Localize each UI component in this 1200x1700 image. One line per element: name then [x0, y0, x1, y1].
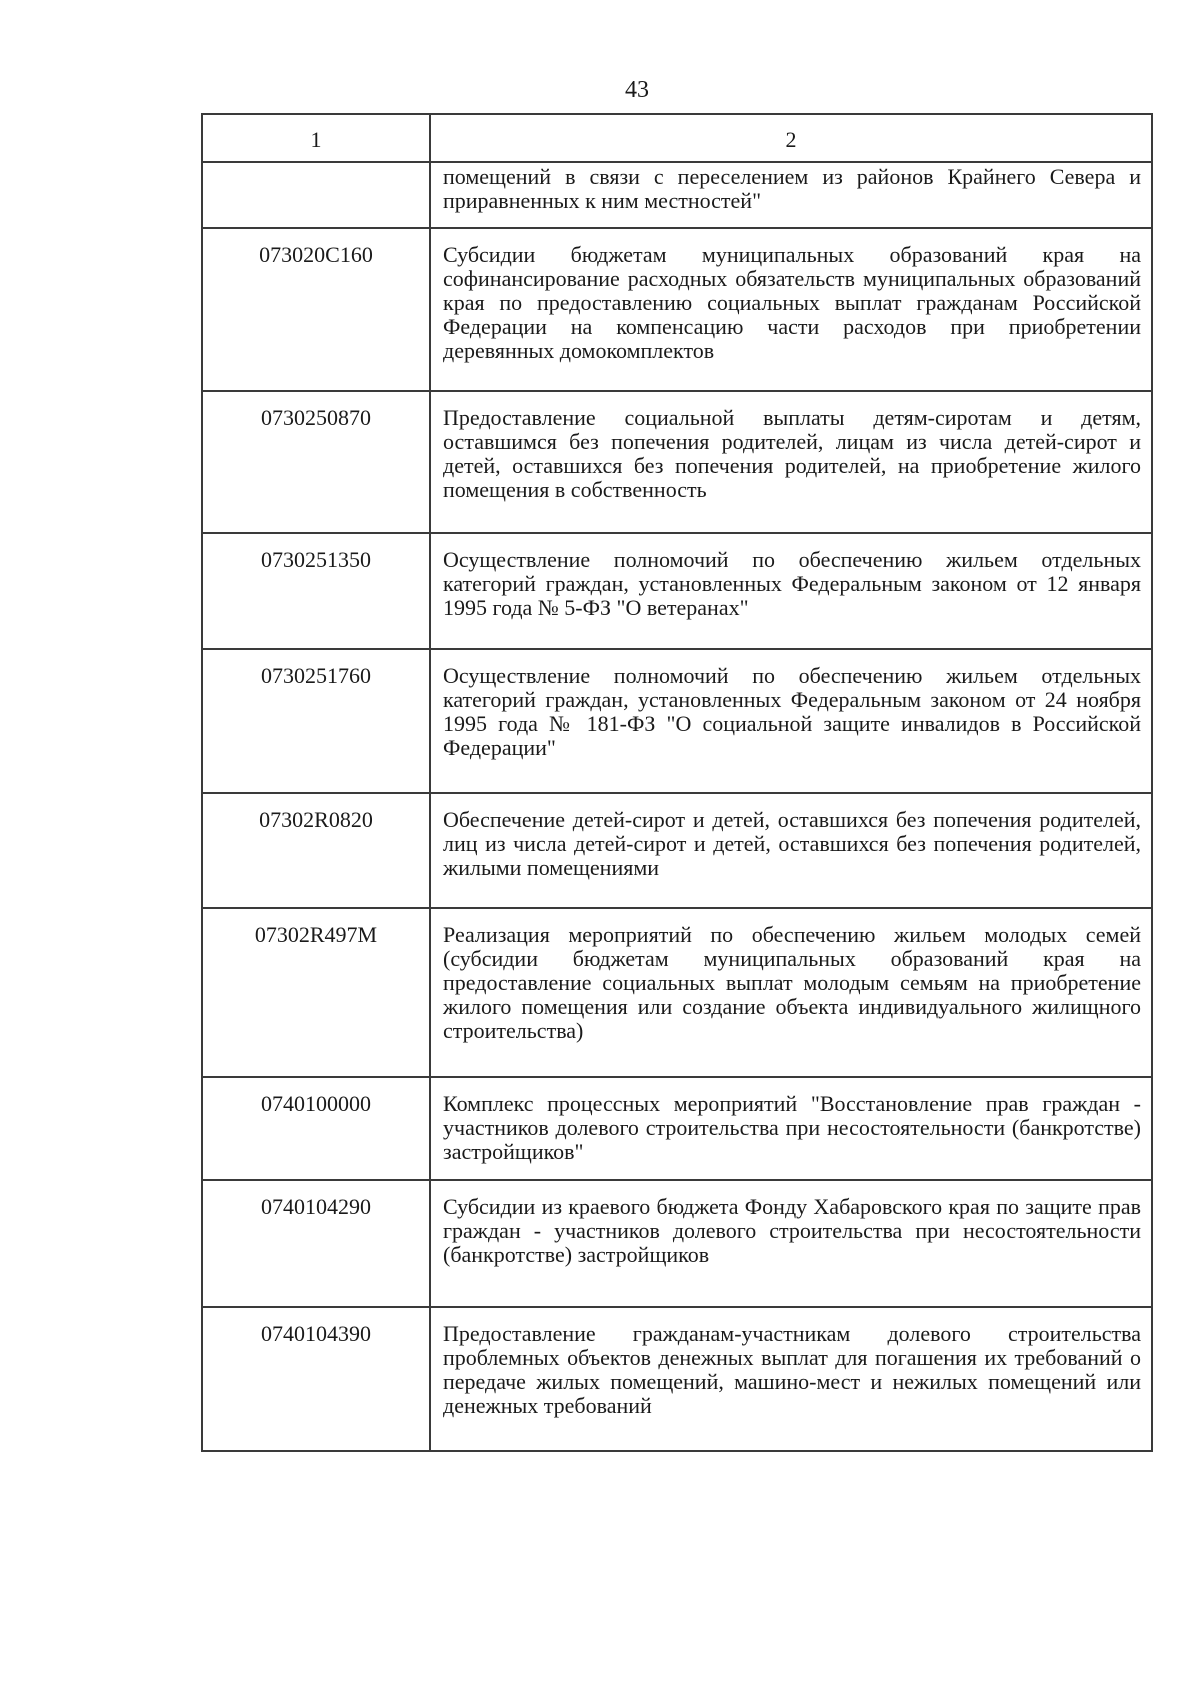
- row-description: Субсидии из краевого бюджета Фонду Хабаровского края по защите прав граждан - участников долевого строительства при несостоятельности (банкротстве) застройщиков: [430, 1180, 1152, 1307]
- table-row: [202, 391, 1152, 533]
- table-row: [202, 1307, 1152, 1451]
- row-code: 0730251350: [202, 533, 430, 649]
- row-code: 0730250870: [202, 391, 430, 533]
- table-row: [202, 908, 1152, 1077]
- row-description: Субсидии бюджетам муниципальных образований края на софинансирование расходных обязательств муниципальных образований края по предоставлению социальных выплат гражданам Российской Федерации на компенсацию части расходов при приобретении деревянных домокомплектов: [430, 228, 1152, 391]
- row-description: Реализация мероприятий по обеспечению жильем молодых семей (субсидии бюджетам муниципальных образований края на предоставление социальных выплат молодым семьям на приобретение жилого помещения или создание объекта индивидуального жилищного строительства): [430, 908, 1152, 1077]
- row-code: 07302R497M: [202, 908, 430, 1077]
- table-row: [202, 793, 1152, 908]
- row-description: Предоставление социальной выплаты детям-сиротам и детям, оставшимся без попечения родителей, лицам из числа детей-сирот и детей, оставшихся без попечения родителей, на приобретение жилого помещения в собственность: [430, 391, 1152, 533]
- row-code: 0740104290: [202, 1180, 430, 1307]
- table-row: [202, 649, 1152, 793]
- page-number: 43: [625, 77, 649, 103]
- table-row: [202, 1077, 1152, 1180]
- table-row: [202, 1180, 1152, 1307]
- row-description: Обеспечение детей-сирот и детей, оставшихся без попечения родителей, лиц из числа детей-сирот и детей, оставшихся без попечения родителей, жилыми помещениями: [430, 793, 1152, 908]
- table-row: [202, 162, 1152, 228]
- row-code: 0730251760: [202, 649, 430, 793]
- row-description: Осуществление полномочий по обеспечению жильем отдельных категорий граждан, установленных Федеральным законом от 12 января 1995 года № 5-ФЗ "О ветеранах": [430, 533, 1152, 649]
- budget-classification-table: [201, 113, 1153, 1452]
- row-code: 0740104390: [202, 1307, 430, 1451]
- table-row: [202, 533, 1152, 649]
- row-code: 0740100000: [202, 1077, 430, 1180]
- row-description: помещений в связи с переселением из районов Крайнего Севера и приравненных к ним местностей": [430, 162, 1152, 228]
- table-row: [202, 228, 1152, 391]
- row-description: Комплекс процессных мероприятий "Восстановление прав граждан - участников долевого строительства при несостоятельности (банкротстве) застройщиков": [430, 1077, 1152, 1180]
- row-code: 073020С160: [202, 228, 430, 391]
- column-header-2: 2: [430, 114, 1152, 162]
- row-code: 07302R0820: [202, 793, 430, 908]
- row-code: [202, 162, 430, 228]
- column-header-1: 1: [202, 114, 430, 162]
- row-description: Осуществление полномочий по обеспечению жильем отдельных категорий граждан, установленных Федеральным законом от 24 ноября 1995 года № 181-ФЗ "О социальной защите инвалидов в Российской Федерации": [430, 649, 1152, 793]
- table-header-row: [202, 114, 1152, 162]
- row-description: Предоставление гражданам-участникам долевого строительства проблемных объектов денежных выплат для погашения их требований о передаче жилых помещений, машино-мест и нежилых помещений или денежных требований: [430, 1307, 1152, 1451]
